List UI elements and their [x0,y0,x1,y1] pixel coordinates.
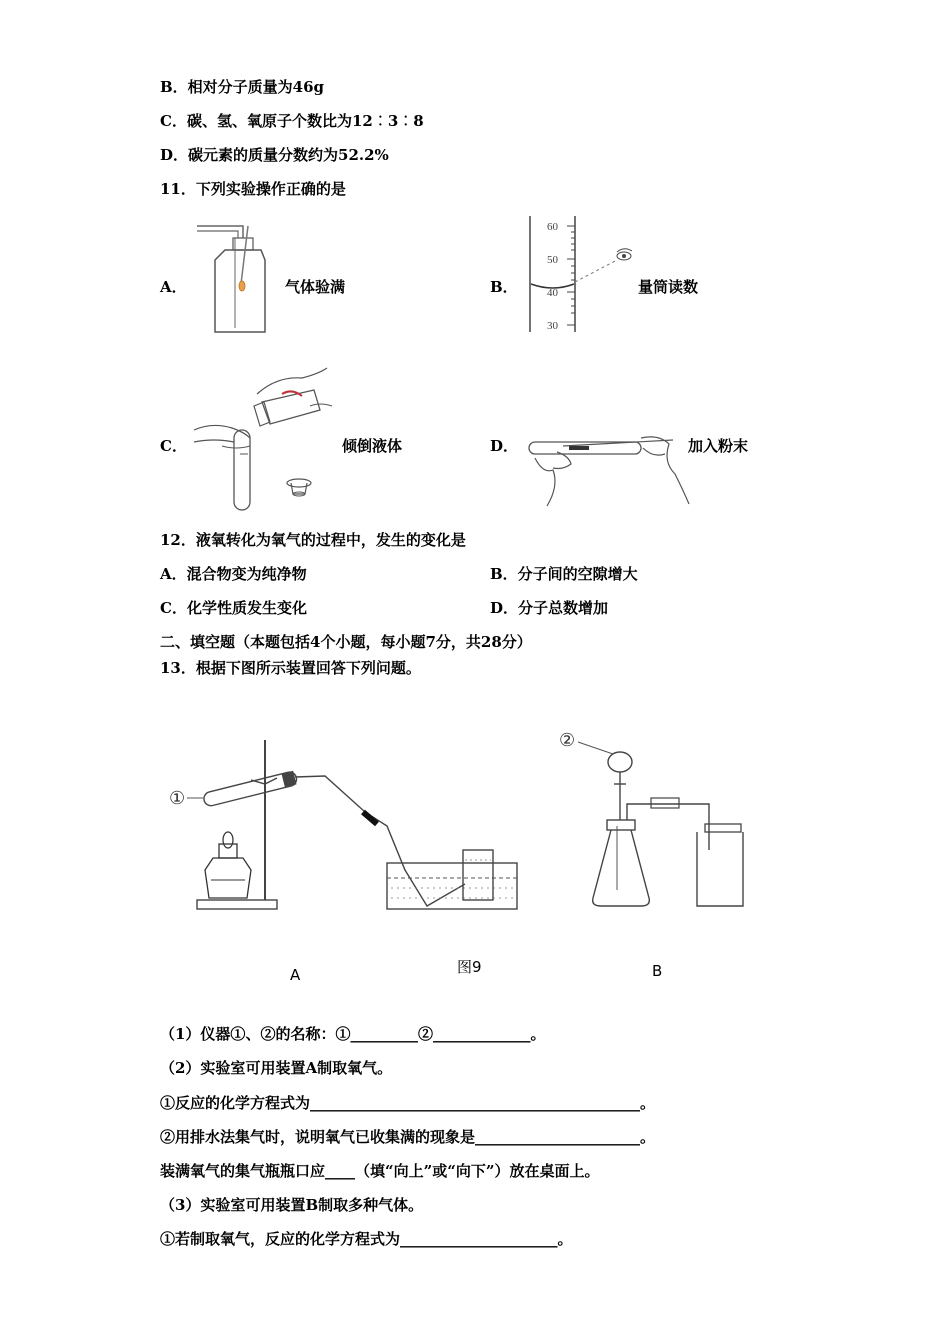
q11-option-d-letter: D． [490,437,519,455]
figure-caption: 图9 [457,958,482,976]
q13-part2-bottle-orientation: 装满氧气的集气瓶瓶口应____（填“向上”或“向下”）放在桌面上。 [160,1162,600,1180]
marker-1: ① [169,788,186,809]
label-b: B [652,962,663,980]
section-heading: 二、填空题（本题包括4个小题，每小题7分，共28分） [160,633,532,651]
cylinder-tick-30: 30 [547,320,558,332]
stopper-icon [287,479,311,496]
q11-option-a-letter: A． [160,278,187,296]
q13-part3-equation: ①若制取氧气，反应的化学方程式为_____________________。 [160,1230,573,1248]
adding-powder-figure [523,434,691,510]
separatory-funnel-icon [608,752,632,820]
q11-option-c-letter: C． [160,437,187,455]
q10-option-b: B．相对分子质量为46g [160,78,325,96]
label-a: A [290,966,301,984]
cylinder-tick-50: 50 [547,254,558,266]
q11-option-c-text: 倾倒液体 [342,437,403,455]
q13-part3: （3）实验室可用装置B制取多种气体。 [160,1196,424,1214]
q12-stem: 12．液氧转化为氧气的过程中，发生的变化是 [160,531,466,549]
q11-stem: 11．下列实验操作正确的是 [160,180,346,198]
q13-part1: （1）仪器①、②的名称：①_________②_____________。 [160,1025,546,1043]
pouring-liquid-figure [192,366,337,514]
q12-option-a: A．混合物变为纯净物 [160,565,307,583]
apparatus-figure [165,720,765,920]
apparatus-a [169,740,517,909]
cylinder-tick-40: 40 [547,287,558,299]
q12-option-b: B．分子间的空隙增大 [490,565,638,583]
graduated-cylinder-figure [525,214,645,338]
marker-2: ② [559,730,576,751]
q10-option-c: C．碳、氢、氧原子个数比为12︰3︰8 [160,112,424,130]
q10-option-d: D．碳元素的质量分数约为52.2% [160,146,389,164]
eye-icon [617,249,632,260]
alcohol-lamp-icon [205,832,251,898]
q13-part2: （2）实验室可用装置A制取氧气。 [160,1059,393,1077]
q13-stem: 13．根据下图所示装置回答下列问题。 [160,659,421,677]
q11-option-b-letter: B． [490,278,518,296]
q13-part2-equation: ①反应的化学方程式为____________________________________________。 [160,1094,656,1112]
q11-option-d-text: 加入粉末 [688,437,749,455]
cylinder-tick-60: 60 [547,221,558,233]
apparatus-b [559,730,743,906]
q11-option-a-text: 气体验满 [285,278,346,296]
q11-option-b-text: 量筒读数 [638,278,699,296]
gas-bottle-figure [195,218,275,336]
q12-option-c: C．化学性质发生变化 [160,599,307,617]
q12-option-d: D．分子总数增加 [490,599,609,617]
q13-part2-full-phenomenon: ②用排水法集气时，说明氧气已收集满的现象是______________________。 [160,1128,656,1146]
